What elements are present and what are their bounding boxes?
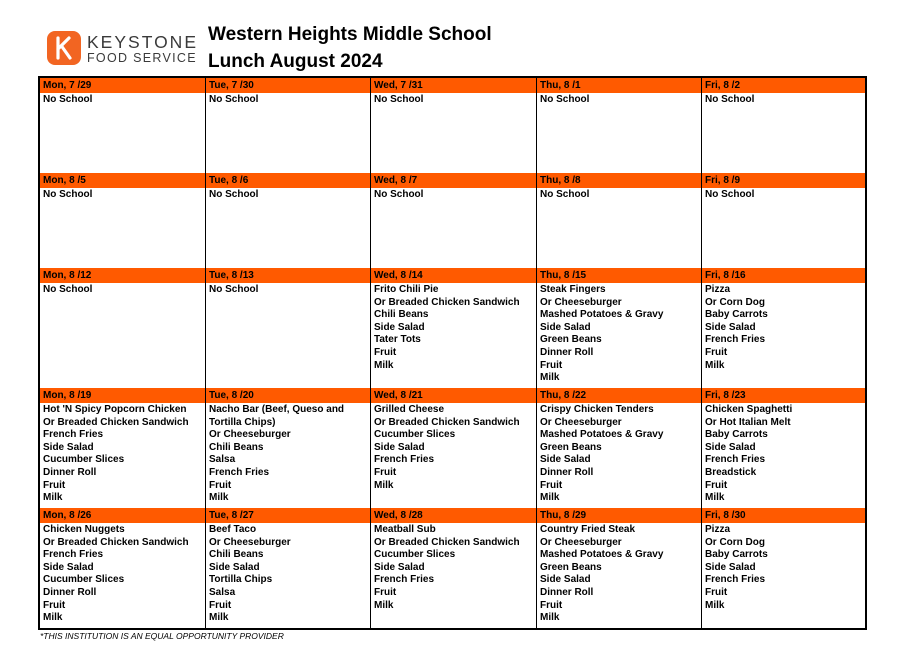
menu-item: Fruit bbox=[540, 359, 563, 371]
menu-item: Dinner Roll bbox=[43, 586, 97, 598]
menu-item: Green Beans bbox=[540, 441, 602, 453]
menu-item: Fruit bbox=[374, 466, 397, 478]
brand-logo bbox=[47, 31, 207, 67]
week-row bbox=[40, 78, 865, 173]
menu-item: Milk bbox=[374, 479, 394, 491]
menu-item: Dinner Roll bbox=[540, 466, 594, 478]
menu-item: No School bbox=[209, 94, 259, 105]
menu-item: Chili Beans bbox=[209, 441, 264, 453]
day-cell bbox=[702, 508, 865, 630]
menu-item: French Fries bbox=[43, 429, 104, 441]
menu-item: Cucumber Slices bbox=[43, 454, 125, 466]
day-cell bbox=[371, 78, 537, 173]
menu-item: Or Breaded Chicken Sandwich bbox=[43, 416, 189, 428]
day-date-header: Thu, 8 /1 bbox=[537, 78, 701, 93]
menu-item: No School bbox=[705, 94, 755, 105]
menu-item: Milk bbox=[374, 359, 394, 371]
menu-item: Fruit bbox=[43, 479, 66, 491]
day-cell bbox=[537, 268, 702, 388]
menu-item: Milk bbox=[705, 359, 725, 371]
menu-item: Side Salad bbox=[43, 441, 94, 453]
day-date-header: Thu, 8 /22 bbox=[537, 388, 701, 403]
menu-item: Or Breaded Chicken Sandwich bbox=[374, 536, 520, 548]
day-cell bbox=[371, 388, 537, 508]
menu-item: Side Salad bbox=[374, 441, 425, 453]
day-cell bbox=[40, 173, 206, 268]
day-cell bbox=[702, 388, 865, 508]
menu-item: Meatball Sub bbox=[374, 524, 436, 535]
menu-item: Or Corn Dog bbox=[705, 536, 765, 548]
menu-item: Cucumber Slices bbox=[374, 549, 456, 561]
menu-item: Chicken Spaghetti bbox=[705, 404, 793, 415]
day-date-header: Thu, 8 /15 bbox=[537, 268, 701, 283]
menu-item: Or Cheeseburger bbox=[209, 429, 291, 441]
menu-item: Side Salad bbox=[374, 321, 425, 333]
menu-item: Chicken Nuggets bbox=[43, 524, 125, 535]
menu-item: No School bbox=[209, 189, 259, 200]
menu-item: Pizza bbox=[705, 524, 731, 535]
menu-items bbox=[537, 283, 701, 385]
day-date-header: Fri, 8 /2 bbox=[702, 78, 865, 93]
day-date-header: Fri, 8 /16 bbox=[702, 268, 865, 283]
day-date-header: Thu, 8 /8 bbox=[537, 173, 701, 188]
menu-item: Fruit bbox=[705, 346, 728, 358]
day-date-header: Tue, 8 /13 bbox=[206, 268, 370, 283]
brand-name-line2: FOOD SERVICE bbox=[87, 51, 197, 65]
day-cell bbox=[371, 268, 537, 388]
day-date-header: Thu, 8 /29 bbox=[537, 508, 701, 523]
week-row bbox=[40, 173, 865, 268]
menu-items bbox=[206, 283, 370, 297]
menu-item: Side Salad bbox=[540, 454, 591, 466]
day-cell bbox=[40, 388, 206, 508]
menu-items bbox=[702, 523, 865, 612]
menu-items bbox=[40, 403, 205, 505]
menu-item: Milk bbox=[209, 612, 229, 624]
menu-item: No School bbox=[43, 284, 93, 295]
menu-item: Milk bbox=[705, 599, 725, 611]
menu-item: Side Salad bbox=[705, 321, 756, 333]
menu-item: Nacho Bar (Beef, Queso and Tortilla Chips) bbox=[209, 404, 345, 428]
day-cell bbox=[40, 268, 206, 388]
menu-items bbox=[40, 93, 205, 107]
menu-item: Fruit bbox=[374, 586, 397, 598]
menu-item: Frito Chili Pie bbox=[374, 284, 439, 295]
menu-item: French Fries bbox=[705, 574, 766, 586]
menu-item: Or Cheeseburger bbox=[209, 536, 291, 548]
day-date-header: Wed, 7 /31 bbox=[371, 78, 536, 93]
menu-items bbox=[537, 523, 701, 625]
day-date-header: Mon, 7 /29 bbox=[40, 78, 205, 93]
menu-item: French Fries bbox=[374, 454, 435, 466]
menu-item: French Fries bbox=[705, 454, 766, 466]
menu-item: Baby Carrots bbox=[705, 429, 768, 441]
menu-item: Or Cheeseburger bbox=[540, 536, 622, 548]
day-date-header: Mon, 8 /26 bbox=[40, 508, 205, 523]
menu-item: Side Salad bbox=[540, 321, 591, 333]
day-date-header: Fri, 8 /9 bbox=[702, 173, 865, 188]
menu-items bbox=[40, 283, 205, 297]
menu-item: No School bbox=[209, 284, 259, 295]
menu-items bbox=[206, 93, 370, 107]
menu-item: Milk bbox=[209, 492, 229, 504]
day-cell bbox=[702, 173, 865, 268]
menu-item: Baby Carrots bbox=[705, 549, 768, 561]
menu-items bbox=[702, 93, 865, 107]
menu-item: Chili Beans bbox=[374, 309, 429, 321]
day-date-header: Tue, 8 /27 bbox=[206, 508, 370, 523]
day-date-header: Wed, 8 /21 bbox=[371, 388, 536, 403]
brand-name-line1: KEYSTONE bbox=[87, 32, 198, 52]
menu-item: Or Cheeseburger bbox=[540, 296, 622, 308]
menu-item: Fruit bbox=[705, 479, 728, 491]
menu-items bbox=[371, 523, 536, 612]
menu-item: No School bbox=[540, 189, 590, 200]
week-row bbox=[40, 268, 865, 388]
menu-item: Milk bbox=[540, 372, 560, 384]
menu-item: Fruit bbox=[43, 599, 66, 611]
day-cell bbox=[702, 78, 865, 173]
day-cell bbox=[537, 388, 702, 508]
menu-item: Milk bbox=[374, 599, 394, 611]
menu-item: Dinner Roll bbox=[540, 586, 594, 598]
menu-item: Milk bbox=[43, 492, 63, 504]
menu-item: No School bbox=[374, 94, 424, 105]
menu-item: Breadstick bbox=[705, 466, 757, 478]
menu-items bbox=[40, 523, 205, 625]
keystone-k-logo-icon bbox=[47, 31, 81, 65]
menu-item: Milk bbox=[540, 612, 560, 624]
day-date-header: Wed, 8 /7 bbox=[371, 173, 536, 188]
menu-item: Green Beans bbox=[540, 334, 602, 346]
menu-item: No School bbox=[43, 94, 93, 105]
menu-item: Country Fried Steak bbox=[540, 524, 636, 535]
week-row bbox=[40, 388, 865, 508]
day-cell bbox=[206, 173, 371, 268]
menu-calendar-grid bbox=[38, 76, 867, 630]
menu-item: Fruit bbox=[705, 586, 728, 598]
menu-item: Milk bbox=[43, 612, 63, 624]
menu-item: Fruit bbox=[209, 479, 232, 491]
menu-item: Cucumber Slices bbox=[43, 574, 125, 586]
day-date-header: Fri, 8 /30 bbox=[702, 508, 865, 523]
menu-item: No School bbox=[705, 189, 755, 200]
menu-item: Or Breaded Chicken Sandwich bbox=[43, 536, 189, 548]
menu-item: Mashed Potatoes & Gravy bbox=[540, 309, 664, 321]
day-cell bbox=[702, 268, 865, 388]
menu-items bbox=[702, 283, 865, 372]
menu-item: Fruit bbox=[540, 599, 563, 611]
menu-items bbox=[537, 403, 701, 505]
day-cell bbox=[40, 508, 206, 630]
menu-item: Steak Fingers bbox=[540, 284, 606, 295]
menu-item: Side Salad bbox=[540, 574, 591, 586]
menu-item: Fruit bbox=[374, 346, 397, 358]
menu-item: No School bbox=[374, 189, 424, 200]
menu-item: Salsa bbox=[209, 454, 236, 466]
menu-item: Or Corn Dog bbox=[705, 296, 765, 308]
menu-item: Or Hot Italian Melt bbox=[705, 416, 791, 428]
menu-item: French Fries bbox=[43, 549, 104, 561]
day-date-header: Wed, 8 /14 bbox=[371, 268, 536, 283]
school-name: Western Heights Middle School bbox=[208, 24, 492, 45]
menu-item: Salsa bbox=[209, 586, 236, 598]
footer-note: *THIS INSTITUTION IS AN EQUAL OPPORTUNITY PROVIDER bbox=[40, 631, 284, 641]
menu-item: Dinner Roll bbox=[43, 466, 97, 478]
day-cell bbox=[206, 388, 371, 508]
menu-items bbox=[371, 93, 536, 107]
menu-item: Side Salad bbox=[43, 561, 94, 573]
day-date-header: Wed, 8 /28 bbox=[371, 508, 536, 523]
menu-items bbox=[206, 523, 370, 625]
menu-items bbox=[371, 283, 536, 372]
day-date-header: Tue, 8 /6 bbox=[206, 173, 370, 188]
menu-item: Fruit bbox=[540, 479, 563, 491]
menu-item: Tortilla Chips bbox=[209, 574, 273, 586]
day-cell bbox=[206, 78, 371, 173]
menu-item: Chili Beans bbox=[209, 549, 264, 561]
week-row bbox=[40, 508, 865, 630]
menu-item: Mashed Potatoes & Gravy bbox=[540, 549, 664, 561]
day-cell bbox=[537, 508, 702, 630]
menu-item: Hot 'N Spicy Popcorn Chicken bbox=[43, 404, 187, 415]
menu-item: Beef Taco bbox=[209, 524, 257, 535]
menu-item: Side Salad bbox=[209, 561, 260, 573]
menu-item: No School bbox=[43, 189, 93, 200]
day-date-header: Tue, 8 /20 bbox=[206, 388, 370, 403]
day-date-header: Tue, 7 /30 bbox=[206, 78, 370, 93]
menu-items bbox=[371, 403, 536, 492]
menu-item: Or Cheeseburger bbox=[540, 416, 622, 428]
menu-item: Cucumber Slices bbox=[374, 429, 456, 441]
menu-items bbox=[537, 188, 701, 202]
day-cell bbox=[206, 508, 371, 630]
menu-item: Or Breaded Chicken Sandwich bbox=[374, 296, 520, 308]
day-date-header: Mon, 8 /5 bbox=[40, 173, 205, 188]
menu-item: No School bbox=[540, 94, 590, 105]
menu-item: Fruit bbox=[209, 599, 232, 611]
menu-item: Baby Carrots bbox=[705, 309, 768, 321]
menu-item: French Fries bbox=[374, 574, 435, 586]
menu-item: Mashed Potatoes & Gravy bbox=[540, 429, 664, 441]
menu-item: Tater Tots bbox=[374, 334, 421, 346]
day-cell bbox=[537, 78, 702, 173]
menu-item: Grilled Cheese bbox=[374, 404, 445, 415]
menu-items bbox=[40, 188, 205, 202]
day-cell bbox=[371, 508, 537, 630]
menu-items bbox=[206, 188, 370, 202]
day-cell bbox=[371, 173, 537, 268]
menu-item: Side Salad bbox=[374, 561, 425, 573]
day-date-header: Mon, 8 /12 bbox=[40, 268, 205, 283]
menu-items bbox=[206, 403, 370, 505]
menu-items bbox=[702, 403, 865, 505]
menu-item: Milk bbox=[705, 492, 725, 504]
menu-item: Crispy Chicken Tenders bbox=[540, 404, 654, 415]
day-cell bbox=[40, 78, 206, 173]
menu-items bbox=[371, 188, 536, 202]
menu-item: Or Breaded Chicken Sandwich bbox=[374, 416, 520, 428]
menu-item: French Fries bbox=[705, 334, 766, 346]
menu-items bbox=[702, 188, 865, 202]
menu-items bbox=[537, 93, 701, 107]
menu-item: Dinner Roll bbox=[540, 346, 594, 358]
day-cell bbox=[537, 173, 702, 268]
menu-item: Milk bbox=[540, 492, 560, 504]
menu-title: Lunch August 2024 bbox=[208, 51, 383, 72]
day-cell bbox=[206, 268, 371, 388]
day-date-header: Fri, 8 /23 bbox=[702, 388, 865, 403]
day-date-header: Mon, 8 /19 bbox=[40, 388, 205, 403]
menu-item: Side Salad bbox=[705, 441, 756, 453]
menu-item: French Fries bbox=[209, 466, 270, 478]
menu-item: Green Beans bbox=[540, 561, 602, 573]
menu-item: Pizza bbox=[705, 284, 731, 295]
menu-item: Side Salad bbox=[705, 561, 756, 573]
